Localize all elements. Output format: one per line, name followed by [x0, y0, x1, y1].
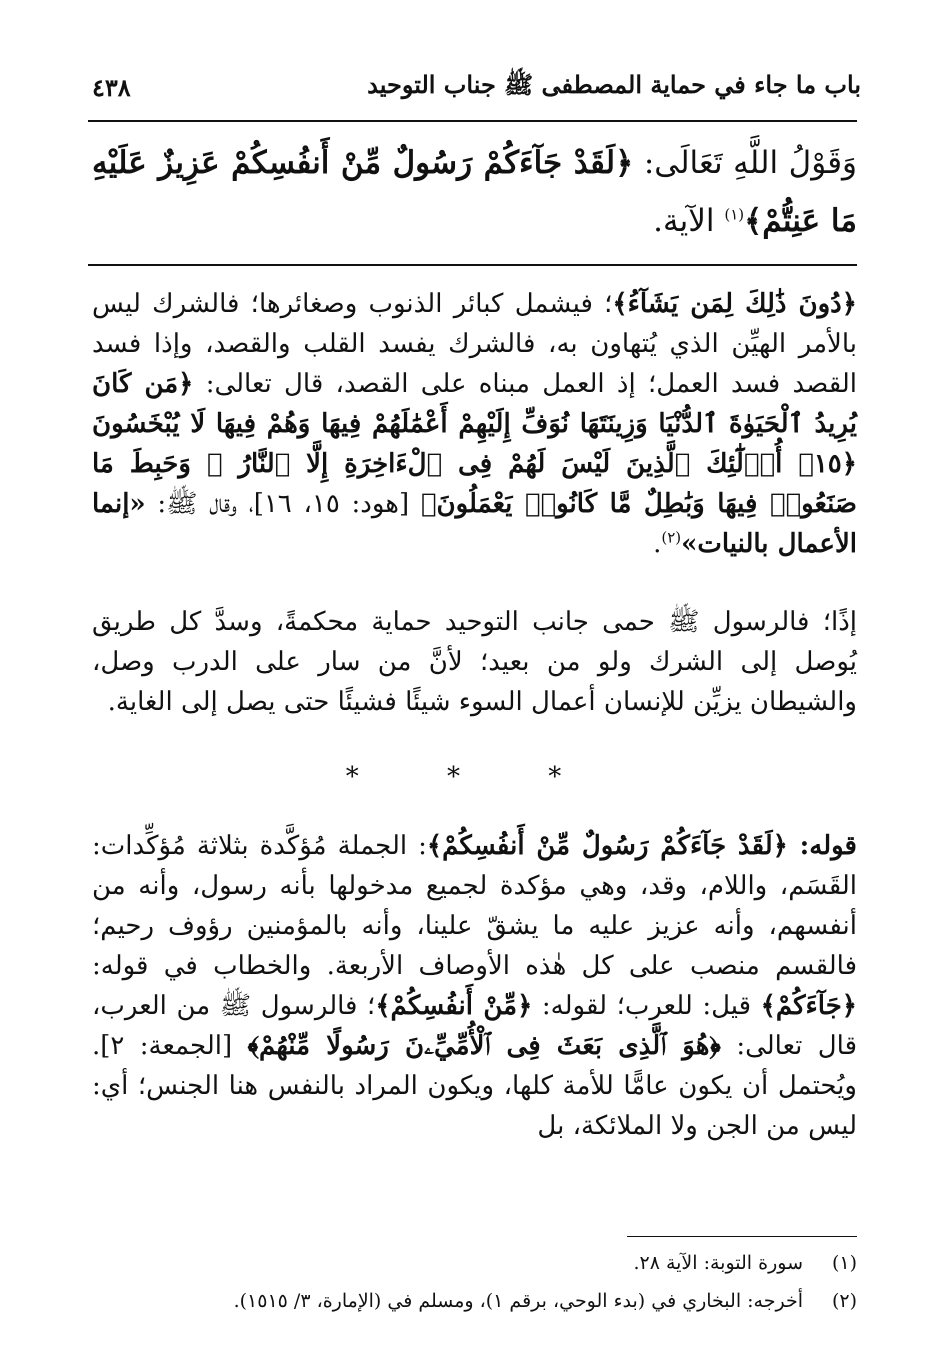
paragraph-text: .	[653, 529, 662, 559]
quran-quote: ﴿لَقَدْ جَآءَكُمْ رَسُولٌ مِّنْ أَنفُسِكُمْ﴾	[426, 831, 788, 861]
paragraph-text: ؛ فالرسول ﷺ من العرب، قال تعالى:	[92, 991, 857, 1061]
quran-quote: ﴿هُوَ ٱلَّذِى بَعَثَ فِى ٱلْأُمِّيِّۦنَ رَسُولًا مِّنْهُمْ﴾	[247, 1031, 721, 1061]
paragraph-text: [هود: ١٥، ١٦]، وقال ﷺ:	[145, 489, 421, 519]
footnote-item	[92, 1244, 857, 1282]
paragraph-text: قيل: للعرب؛ لقوله:	[532, 991, 761, 1021]
page-number: ٤٣٨	[92, 72, 131, 102]
quran-quote: ﴿جَآءَكُمْ﴾	[760, 991, 857, 1021]
footnote-ref-2[interactable]: (٢)	[661, 528, 682, 547]
hadith-quote: «إنما الأعمال بالنيات»	[92, 489, 857, 559]
verse-end: الآية.	[653, 203, 725, 239]
chapter-title: باب ما جاء في حماية المصطفى ﷺ جناب التوحيد	[367, 69, 861, 99]
paragraph-text: إذًا؛ فالرسول ﷺ حمى جانب التوحيد حماية محكمةً، وسدَّ كل طريق يُوصل إلى الشرك ولو من بعيد؛ لأنَّ من سار على الدرب وصل، والشيطان يزيِّن للإنسان أعمال السوء شيئًا فشيئًا حتى يصل إلى الغاية.	[92, 607, 857, 717]
paragraph-text: ؛ فيشمل كبائر الذنوب وصغائرها؛ فالشرك ليس بالأمر الهيِّن الذي يُتهاون به، فالشرك يفسد القلب والقصد، وإذا فسد القصد فسد العمل؛ إذ العمل مبناه على القصد، قال تعالى:	[92, 289, 857, 399]
footnote-text: سورة التوبة: الآية ٢٨.	[633, 1252, 803, 1274]
footnote-ref-1[interactable]: (١)	[724, 205, 745, 224]
paragraph-1	[92, 284, 857, 564]
section-separator: * * *	[345, 762, 602, 792]
verse-rule	[88, 264, 857, 266]
verse-intro: وَقَوْلُ اللَّهِ تَعَالَى:	[633, 145, 857, 181]
paragraph-text: [الجمعة: ٢]. ويُحتمل أن يكون عامًّا للأمة كلها، ويكون المراد بالنفس هنا الجنس؛ أي: ليس من الجن ولا الملائكة، بل	[92, 1031, 857, 1141]
running-header	[92, 62, 861, 112]
footnotes	[92, 1244, 857, 1320]
quran-quote: ﴿مَن كَانَ يُرِيدُ ٱلْحَيَوٰةَ ٱلدُّنْيَا وَزِينَتَهَا نُوَفِّ إِلَيْهِمْ أَعْمَٰلَهُمْ فِيهَا وَهُمْ فِيهَا لَا يُبْخَسُونَ ﴿١٥﴾ أُو۟لَٰٓئِكَ ٱلَّذِينَ لَيْسَ لَهُمْ فِى ٱلْءَاخِرَةِ إِلَّا ٱلنَّارُ ۖ وَحَبِطَ مَا صَنَعُوا۟ فِيهَا وَبَٰطِلٌ مَّا كَانُوا۟ يَعْمَلُونَ﴾	[92, 369, 858, 519]
commentary-lead: قوله:	[787, 831, 857, 861]
footnote-number: (١)	[831, 1252, 857, 1274]
footnote-item	[92, 1282, 857, 1320]
quran-verse: ﴿لَقَدْ جَآءَكُمْ رَسُولٌ مِّنْ أَنفُسِكُمْ عَزِيزٌ عَلَيْهِ مَا عَنِتُّمْ﴾	[92, 145, 857, 239]
quran-quote: ﴿دُونَ ذَٰلِكَ لِمَن يَشَآءُ﴾	[612, 289, 857, 319]
paragraph-2	[92, 602, 857, 722]
chapter-verse	[92, 134, 857, 250]
footnote-text: أخرجه: البخاري في (بدء الوحي، برقم ١)، ومسلم في (الإمارة، ٣/ ١٥١٥).	[233, 1290, 803, 1312]
header-rule	[88, 120, 857, 122]
paragraph-3	[92, 826, 857, 1146]
footnote-number: (٢)	[831, 1290, 857, 1312]
paragraph-text: : الجملة مُؤكَّدة بثلاثة مُؤكِّدات: القَسَم، واللام، وقد، وهي مؤكدة لجميع مدخولها بأنه رسول، وأنه من أنفسهم، وأنه عزيز عليه ما يشقّ علينا، وأنه بالمؤمنين رؤوف رحيم؛ فالقسم منصب على كل هٰذه الأوصاف الأربعة. والخطاب في قوله:	[92, 831, 857, 981]
quran-quote: ﴿مِّنْ أَنفُسِكُمْ﴾	[375, 991, 533, 1021]
footnote-rule	[627, 1236, 857, 1237]
